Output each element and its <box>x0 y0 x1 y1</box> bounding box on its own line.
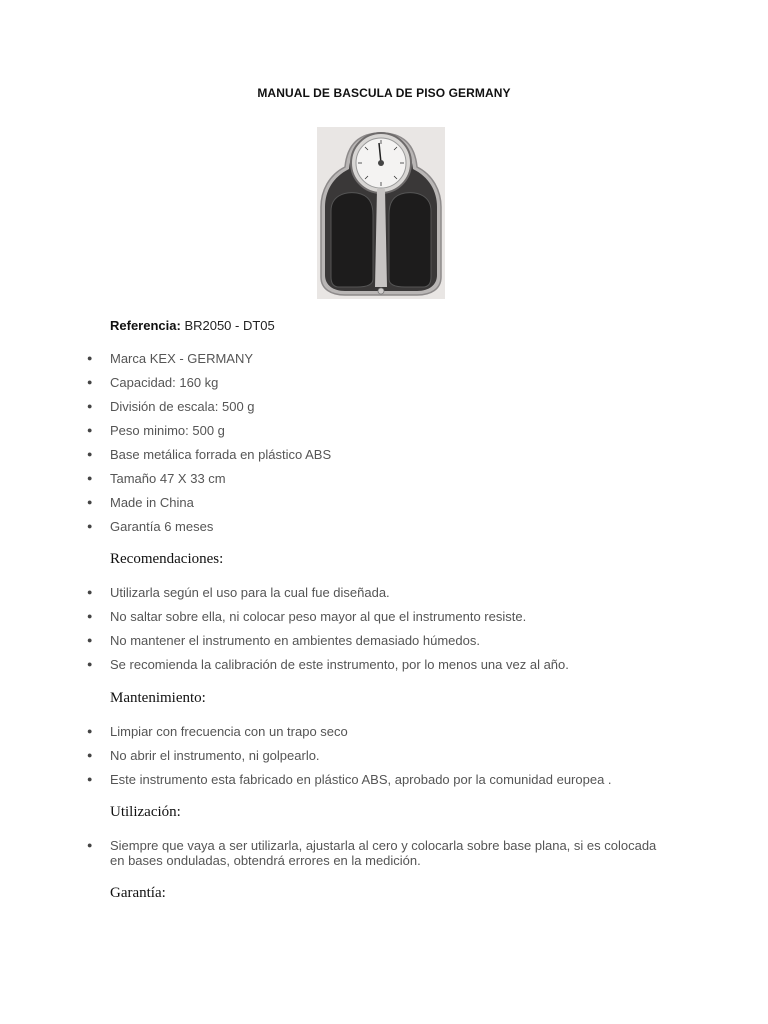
list-item: ● Garantía 6 meses <box>87 519 214 534</box>
list-item: ● Made in China <box>87 495 194 510</box>
bullet-icon: ● <box>87 521 93 531</box>
list-item: ● Siempre que vaya a ser utilizarla, ajustarla al cero y colocarla sobre base plana, si es colocada en bases onduladas, obtendrá errores en la medición. <box>87 838 657 868</box>
heading-mantenimiento: Mantenimiento: <box>110 690 206 706</box>
bullet-icon: ● <box>87 611 93 621</box>
bullet-icon: ● <box>87 635 93 645</box>
list-item: ● Peso minimo: 500 g <box>87 423 225 438</box>
bullet-icon: ● <box>87 587 93 597</box>
bullet-icon: ● <box>87 659 93 669</box>
list-item: ● No abrir el instrumento, ni golpearlo. <box>87 748 320 763</box>
heading-utilizacion: Utilización: <box>110 804 181 820</box>
bullet-icon: ● <box>87 774 93 784</box>
bathroom-scale-icon <box>317 127 445 299</box>
bullet-icon: ● <box>87 750 93 760</box>
heading-garantia: Garantía: <box>110 885 166 901</box>
list-item: ● No saltar sobre ella, ni colocar peso mayor al que el instrumento resiste. <box>87 609 527 624</box>
list-item: ● División de escala: 500 g <box>87 399 255 414</box>
bullet-icon: ● <box>87 840 93 850</box>
list-item: ● No mantener el instrumento en ambientes demasiado húmedos. <box>87 633 480 648</box>
list-item: ● Este instrumento esta fabricado en plástico ABS, aprobado por la comunidad europea . <box>87 772 612 787</box>
recomendaciones-list <box>0 585 768 681</box>
bullet-icon: ● <box>87 377 93 387</box>
bullet-icon: ● <box>87 353 93 363</box>
reference-value: BR2050 - DT05 <box>184 318 275 333</box>
list-item: ● Capacidad: 160 kg <box>87 375 219 390</box>
bullet-icon: ● <box>87 497 93 507</box>
list-item: ● Marca KEX - GERMANY <box>87 351 254 366</box>
list-item: ● Se recomienda la calibración de este instrumento, por lo menos una vez al año. <box>87 657 569 672</box>
utilizacion-list <box>0 838 768 877</box>
bullet-icon: ● <box>87 726 93 736</box>
list-item: ● Limpiar con frecuencia con un trapo seco <box>87 724 348 739</box>
heading-recomendaciones: Recomendaciones: <box>110 551 224 567</box>
bullet-icon: ● <box>87 449 93 459</box>
page-title: MANUAL DE BASCULA DE PISO GERMANY <box>257 86 511 100</box>
list-item: ● Utilizarla según el uso para la cual fue diseñada. <box>87 585 390 600</box>
mantenimiento-list <box>0 724 768 796</box>
list-item: ● Base metálica forrada en plástico ABS <box>87 447 332 462</box>
bullet-icon: ● <box>87 425 93 435</box>
bullet-icon: ● <box>87 401 93 411</box>
specs-list <box>0 351 768 543</box>
reference-label: Referencia: <box>110 318 181 333</box>
reference-line <box>110 318 275 333</box>
list-item: ● Tamaño 47 X 33 cm <box>87 471 226 486</box>
bullet-icon: ● <box>87 473 93 483</box>
